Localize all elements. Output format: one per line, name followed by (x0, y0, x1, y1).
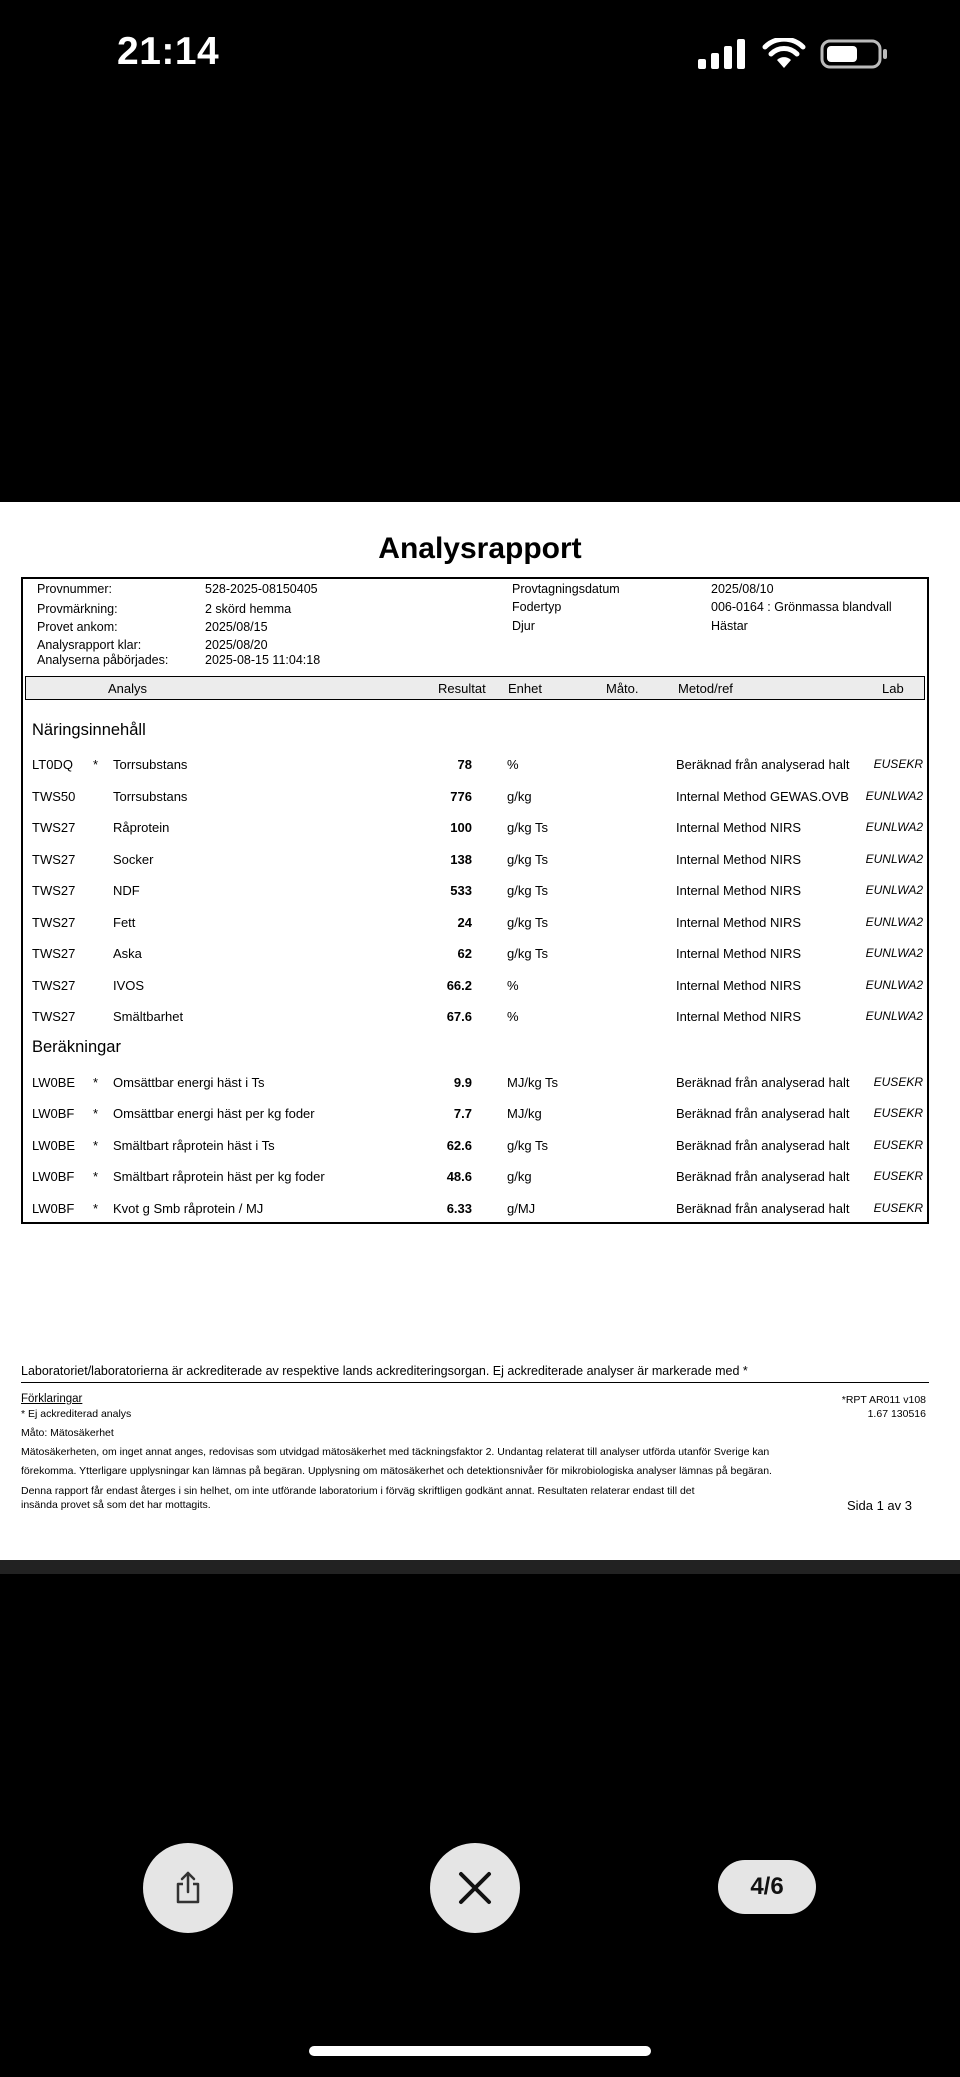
row-unit: g/kg Ts (507, 1138, 548, 1153)
row-name: NDF (113, 883, 140, 898)
klar-value: 2025/08/20 (205, 638, 268, 652)
row-unit: MJ/kg (507, 1106, 542, 1121)
row-lab: EUNLWA2 (865, 883, 923, 897)
rapport-text-1: Denna rapport får endast återges i sin helhet, om inte utförande laboratorium i förväg skriftligen godkänt annat. Resultaten relaterar endast till det (21, 1485, 695, 1497)
row-method: Internal Method NIRS (676, 1009, 802, 1024)
row-lab: EUNLWA2 (865, 820, 923, 834)
row-code: LT0DQ (32, 757, 73, 772)
row-unit: g/kg Ts (507, 820, 548, 835)
klar-label: Analysrapport klar: (37, 638, 142, 652)
table-row (23, 1007, 927, 1029)
col-mato: Måto. (606, 681, 639, 696)
row-code: TWS50 (32, 789, 76, 804)
page-indicator[interactable]: 4/6 (718, 1860, 816, 1914)
provtagningsdatum-label: Provtagningsdatum (512, 582, 620, 596)
row-value: 78 (457, 757, 472, 772)
ej-ackrediterad-note: * Ej ackrediterad analys (21, 1408, 132, 1420)
provnummer-value: 528-2025-08150405 (205, 582, 318, 596)
row-lab: EUSEKR (873, 1106, 923, 1120)
matosakerhet-text-2: förekomma. Ytterligare upplysningar kan lämnas på begäran. Upplysning om mätosäkerhet och detektionsnivåer för mikrobiologiska analyser lämnas på begäran. (21, 1465, 772, 1477)
ankom-value: 2025/08/15 (205, 620, 268, 634)
table-row (23, 787, 927, 809)
row-value: 100 (450, 820, 472, 835)
col-resultat: Resultat (438, 681, 486, 696)
row-code: TWS27 (32, 820, 76, 835)
share-button[interactable] (143, 1843, 233, 1933)
row-unit: MJ/kg Ts (507, 1075, 559, 1090)
page-number: Sida 1 av 3 (846, 1498, 912, 1513)
status-icons (698, 38, 890, 70)
row-method: Beräknad från analyserad halt (676, 757, 850, 772)
provmarkning-value: 2 skörd hemma (205, 602, 292, 616)
row-value: 62.6 (446, 1138, 472, 1153)
wifi-icon (762, 38, 806, 70)
row-code: TWS27 (32, 915, 76, 930)
row-value: 7.7 (453, 1106, 472, 1121)
row-value: 138 (450, 852, 472, 867)
row-value: 6.33 (446, 1201, 472, 1216)
share-icon (173, 1871, 203, 1905)
row-code: LW0BF (32, 1169, 75, 1184)
table-row (23, 913, 927, 935)
section-title-berakningar: Beräkningar (32, 1038, 121, 1056)
row-method: Internal Method NIRS (676, 883, 802, 898)
row-method: Beräknad från analyserad halt (676, 1201, 850, 1216)
status-bar (0, 0, 960, 110)
battery-icon (820, 38, 890, 70)
matosakerhet-text-1: Mätosäkerheten, om inget annat anges, redovisas som utvidgad mätosäkerhet med täckningsfaktor 2. Undantag relaterat till analyser utförda utanför Sverige kan (21, 1446, 770, 1458)
row-method: Internal Method NIRS (676, 852, 802, 867)
row-code: LW0BE (32, 1075, 76, 1090)
row-lab: EUSEKR (873, 1201, 923, 1215)
row-unit: % (507, 757, 519, 772)
col-analys: Analys (108, 681, 148, 696)
row-lab: EUNLWA2 (865, 789, 923, 803)
row-name: Smältbart råprotein häst per kg foder (113, 1169, 325, 1184)
table-row (23, 1136, 927, 1158)
row-star: * (93, 757, 99, 772)
row-method: Internal Method NIRS (676, 946, 802, 961)
row-value: 66.2 (446, 978, 472, 993)
table-row (23, 755, 927, 777)
table-row (23, 881, 927, 903)
row-name: Smältbart råprotein häst i Ts (113, 1138, 275, 1153)
row-lab: EUNLWA2 (865, 946, 923, 960)
document-edge (0, 1560, 960, 1574)
row-star: * (93, 1201, 99, 1216)
rpt-code: *RPT AR011 v108 (841, 1394, 926, 1406)
section-title-naringsinnehall: Näringsinnehåll (32, 721, 146, 739)
row-lab: EUNLWA2 (865, 1009, 923, 1023)
row-unit: g/MJ (507, 1201, 536, 1216)
row-star: * (93, 1075, 99, 1090)
row-code: LW0BF (32, 1201, 75, 1216)
row-method: Internal Method NIRS (676, 978, 802, 993)
row-method: Internal Method NIRS (676, 820, 802, 835)
signal-icon (698, 39, 748, 69)
row-lab: EUSEKR (873, 757, 923, 771)
report-document (0, 502, 960, 1560)
row-method: Internal Method GEWAS.OVB (676, 789, 849, 804)
row-code: TWS27 (32, 852, 76, 867)
row-name: Torrsubstans (113, 789, 188, 804)
row-code: LW0BF (32, 1106, 75, 1121)
row-code: LW0BE (32, 1138, 76, 1153)
row-value: 48.6 (446, 1169, 472, 1184)
row-lab: EUNLWA2 (865, 978, 923, 992)
table-row (23, 944, 927, 966)
row-lab: EUSEKR (873, 1075, 923, 1089)
mato-note: Måto: Mätosäkerhet (21, 1427, 114, 1439)
row-unit: g/kg Ts (507, 883, 548, 898)
row-unit: g/kg Ts (507, 946, 548, 961)
row-method: Beräknad från analyserad halt (676, 1075, 850, 1090)
row-name: Torrsubstans (113, 757, 188, 772)
row-name: Aska (113, 946, 142, 961)
col-enhet: Enhet (508, 681, 542, 696)
table-row (23, 1104, 927, 1126)
row-code: TWS27 (32, 946, 76, 961)
forklaringar-heading: Förklaringar (21, 1393, 83, 1405)
row-unit: g/kg Ts (507, 915, 548, 930)
row-lab: EUSEKR (873, 1169, 923, 1183)
paborjades-value: 2025-08-15 11:04:18 (205, 653, 321, 667)
djur-value: Hästar (711, 619, 748, 633)
close-button[interactable] (430, 1843, 520, 1933)
row-value: 776 (450, 789, 472, 804)
row-name: Kvot g Smb råprotein / MJ (113, 1201, 264, 1216)
provmarkning-label: Provmärkning: (37, 602, 118, 616)
paborjades-label: Analyserna påbörjades: (37, 653, 169, 667)
provnummer-label: Provnummer: (37, 582, 113, 596)
row-method: Beräknad från analyserad halt (676, 1138, 850, 1153)
report-table (21, 577, 929, 1224)
close-icon (457, 1870, 493, 1906)
provtagningsdatum-value: 2025/08/10 (711, 582, 774, 596)
rpt-version: 1.67 130516 (867, 1408, 926, 1420)
col-lab: Lab (882, 681, 904, 696)
row-star: * (93, 1169, 99, 1184)
row-name: Råprotein (113, 820, 170, 835)
row-unit: % (507, 978, 519, 993)
home-indicator[interactable] (309, 2046, 651, 2056)
row-unit: g/kg (507, 1169, 532, 1184)
report-title: Analysrapport (378, 532, 582, 565)
row-name: Socker (113, 852, 154, 867)
djur-label: Djur (512, 619, 535, 633)
table-row (23, 1199, 927, 1221)
row-name: Fett (113, 915, 136, 930)
row-code: TWS27 (32, 1009, 76, 1024)
row-star: * (93, 1106, 99, 1121)
row-lab: EUSEKR (873, 1138, 923, 1152)
row-method: Internal Method NIRS (676, 915, 802, 930)
accreditation-note: Laboratoriet/laboratorierna är ackrediterade av respektive lands ackrediteringsorgan. Ej ackrediterade analyser är markerade med * (21, 1364, 748, 1378)
ankom-label: Provet ankom: (37, 620, 118, 634)
row-code: TWS27 (32, 883, 76, 898)
col-metod: Metod/ref (678, 681, 733, 696)
row-value: 533 (450, 883, 472, 898)
row-star: * (93, 1138, 99, 1153)
row-unit: % (507, 1009, 519, 1024)
row-method: Beräknad från analyserad halt (676, 1169, 850, 1184)
row-code: TWS27 (32, 978, 76, 993)
row-name: Smältbarhet (113, 1009, 184, 1024)
row-value: 24 (457, 915, 472, 930)
row-value: 67.6 (446, 1009, 472, 1024)
footer-divider (21, 1382, 929, 1383)
table-row (23, 818, 927, 840)
row-method: Beräknad från analyserad halt (676, 1106, 850, 1121)
table-row (23, 1167, 927, 1189)
table-row (23, 1073, 927, 1095)
row-unit: g/kg (507, 789, 532, 804)
table-row (23, 976, 927, 998)
row-name: IVOS (113, 978, 145, 993)
row-value: 9.9 (453, 1075, 472, 1090)
row-name: Omsättbar energi häst i Ts (113, 1075, 265, 1090)
fodertyp-value: 006-0164 : Grönmassa blandvall (711, 600, 892, 614)
column-header (25, 676, 925, 700)
row-lab: EUNLWA2 (865, 915, 923, 929)
table-row (23, 850, 927, 872)
fodertyp-label: Fodertyp (512, 600, 562, 614)
row-name: Omsättbar energi häst per kg foder (113, 1106, 315, 1121)
row-unit: g/kg Ts (507, 852, 548, 867)
status-time: 21:14 (117, 30, 220, 73)
row-lab: EUNLWA2 (865, 852, 923, 866)
rapport-text-2: insända provet så som det har mottagits. (21, 1499, 211, 1511)
row-value: 62 (457, 946, 472, 961)
